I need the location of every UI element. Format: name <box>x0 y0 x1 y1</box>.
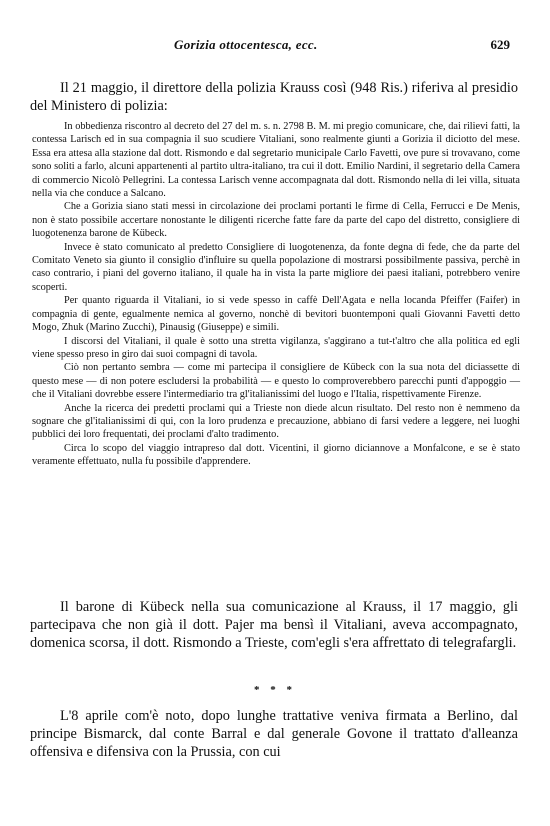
closing-text: L'8 aprile com'è noto, dopo lunghe trattative veniva firmata a Berlino, dal principe Bismarck, dal conte Barral e dal generale Govone il trattato d'alleanza offensiva e difensiva con la Prussia, con cui <box>30 708 518 760</box>
running-header <box>60 37 510 59</box>
running-title: Gorizia ottocentesca, ecc. <box>174 37 318 52</box>
quote-paragraph: Invece è stato comunicato al predetto Consigliere di luogotenenza, da fonte degna di fede, che da parte del Comitato Veneto sia giunto il consiglio d'influire su quella popolazione di mostrarsi possibilmente passiva, perchè in caso contrario, i piani del governo italiano, il quale ha in vista la parte migliore dei paesi italiani, potrebbero venire scoperti. <box>32 241 520 293</box>
quote-paragraph: Ciò non pertanto sembra — come mi partecipa il consigliere de Kübeck con la sua nota del diciassette di questo mese — di non potere escludersi la probabilità — e questo lo comproverebbero parecchi punti d'appoggio — che il Vitaliani dovrebbe essere l'intermediario tra gl'italianissimi del luogo e l'Italia, rispettivamente Firenze. <box>32 362 520 401</box>
quote-paragraph: Anche la ricerca dei predetti proclami qui a Trieste non diede alcun risultato. Del resto non è nemmeno da sognare che gl'italianissimi di qui, con la loro prudenza e precauzione, abbiano di farsi vedere a leggere, nei luoghi pubblici dei loro frequentati, dei proclami d'alto tradimento. <box>32 402 520 441</box>
quote-paragraph: Per quanto riguarda il Vitaliani, io si vede spesso in caffè Dell'Agata e nella locanda Pfeiffer (Faifer) in compagnia di gente, egualmente nemica al governo, nonchè di bevitori buontemponi quali Giovanni Favetti detto Mogo, Zhuk (Marino Zucchi), Pinausig (Giuseppe) e simili. <box>32 295 520 334</box>
closing-paragraph <box>30 707 518 761</box>
quote-paragraph: In obbedienza riscontro al decreto del 27 del m. s. n. 2798 B. M. mi pregio comunicare, che, dai rilievi fatti, la contessa Larisch ed in sua compagnia il suo scudiere Vitaliani, sono realmente giunti a Gorizia il diciotto del mese. Essa era attesa alla stazione dal dott. Rismondo e dal segretario municipale Carlo Favetti, ove pure si trovavano, come sono soliti a farlo, alcuni appartenenti al partito ultra-italiano, tra cui il dott. Emilio Nardini, il segretario della Camera di commercio Nicolò Pellegrini. La contessa Larisch venne accompagnata dal dott. Rismondo nella di lei villa, situata nella via che conduce a Salcano. <box>32 121 520 200</box>
section-separator: * * * <box>254 684 296 696</box>
followup-text: Il barone di Kübeck nella sua comunicazione al Krauss, il 17 maggio, gli partecipava che non già il dott. Pajer ma bensì il Vitaliani, aveva accompagnato, domenica scorsa, il dott. Rismondo a Trieste, com'egli s'era affrettato di telegrafargli. <box>30 599 518 651</box>
quote-paragraph: Circa lo scopo del viaggio intrapreso dal dott. Vicentini, il giorno diciannove a Monfalcone, e se è stato veramente effettuato, nulla fu possibile d'apprendere. <box>32 442 520 468</box>
intro-paragraph <box>30 79 518 115</box>
page-number: 629 <box>490 37 510 52</box>
report-quote <box>32 120 520 469</box>
followup-paragraph <box>30 598 518 652</box>
quote-paragraph: Che a Gorizia siano stati messi in circolazione dei proclami portanti le firme di Cella, Ferrucci e De Menis, non è stato possibile accertare nonostante le diligenti ricerche fatte fare da parte del capo del distretto, consigliere di luogotenenza barone de Kübeck. <box>32 201 520 240</box>
intro-text: Il 21 maggio, il direttore della polizia Krauss così (948 Ris.) riferiva al presidio del Ministero di polizia: <box>30 80 518 114</box>
quote-paragraph: I discorsi del Vitaliani, il quale è sotto una stretta vigilanza, s'aggirano a tut-t'altro che alla politica ed egli viene spesso preso in giro dai suoi compagni di tavola. <box>32 335 520 360</box>
